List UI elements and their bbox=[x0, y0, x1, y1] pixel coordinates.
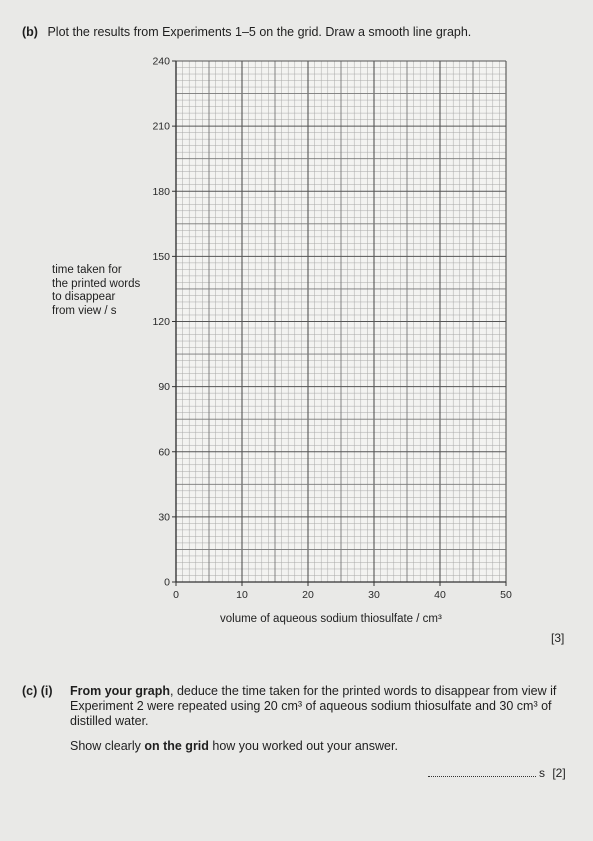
y-tick-label: 150 bbox=[152, 250, 170, 263]
y-axis-label: time taken for the printed words to disappear from view / s bbox=[52, 264, 141, 317]
x-axis-label: volume of aqueous sodium thiosulfate / cm³ bbox=[220, 613, 442, 625]
question-c-bold: From your graph bbox=[70, 684, 171, 698]
answer-line[interactable] bbox=[428, 766, 566, 780]
y-tick-label: 240 bbox=[152, 55, 170, 68]
x-tick-label: 40 bbox=[434, 589, 446, 601]
y-tick-label: 30 bbox=[158, 511, 170, 524]
y-tick-label: 210 bbox=[152, 120, 170, 133]
answer-dotted-line[interactable] bbox=[428, 767, 536, 777]
x-tick-label: 20 bbox=[302, 589, 314, 601]
y-tick-label: 120 bbox=[152, 316, 170, 328]
answer-marks: [2] bbox=[552, 766, 566, 780]
marks-b: [3] bbox=[551, 631, 565, 645]
question-b-instruction: Plot the results from Experiments 1–5 on the grid. Draw a smooth line graph. bbox=[47, 25, 472, 39]
show-prefix: Show clearly bbox=[70, 739, 145, 753]
y-tick-label: 180 bbox=[152, 185, 170, 198]
x-tick-label: 30 bbox=[368, 589, 380, 601]
question-c-rest: , deduce the time taken for the printed words to disappear from view if Experiment 2 were repeated using 20 cm³ of aqueous sodium thiosulfate and 30 cm³ of distilled water. bbox=[70, 684, 557, 728]
question-c-text bbox=[70, 684, 575, 729]
question-c-label: (c) (i) bbox=[22, 684, 53, 698]
y-tick-label: 90 bbox=[158, 381, 170, 394]
y-tick-label: 0 bbox=[164, 576, 170, 589]
x-tick-label: 50 bbox=[500, 589, 512, 601]
show-bold: on the grid bbox=[144, 739, 209, 753]
show-working-instruction bbox=[70, 739, 398, 754]
y-tick-label: 60 bbox=[158, 446, 170, 459]
question-b-label: (b) bbox=[22, 25, 38, 39]
x-tick-label: 0 bbox=[173, 589, 179, 601]
answer-unit: s bbox=[539, 766, 545, 780]
show-suffix: how you worked out your answer. bbox=[208, 739, 398, 753]
x-tick-label: 10 bbox=[236, 589, 248, 601]
